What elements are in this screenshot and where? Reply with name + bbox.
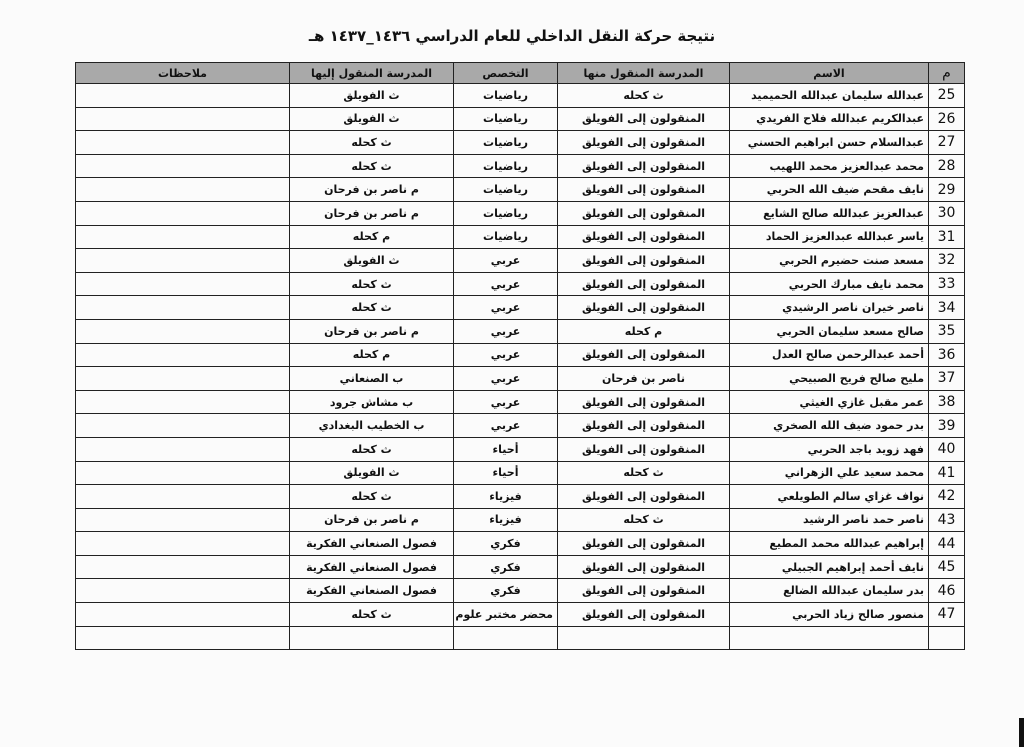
cell-name: منصور صالح زياد الحربي [730,603,929,627]
header-to-school: المدرسة المنقول إليها [290,63,454,84]
cell-name: ناصر حمد ناصر الرشيد [730,508,929,532]
table-row [76,225,965,249]
cell-from-school: المنقولون إلى الفويلق [558,437,730,461]
cell-specialty: عربي [454,249,558,273]
cell-from-school: المنقولون إلى الفويلق [558,485,730,509]
cell-notes [76,343,290,367]
table-row [76,272,965,296]
cell-name: محمد نايف مبارك الحربي [730,272,929,296]
cell-notes [76,84,290,108]
cell-specialty [454,626,558,650]
table-row [76,414,965,438]
cell-num: 29 [929,178,965,202]
cell-num: 40 [929,437,965,461]
cell-num: 44 [929,532,965,556]
cell-specialty: فيزياء [454,485,558,509]
cell-num: 26 [929,107,965,131]
cell-from-school: ناصر بن فرحان [558,367,730,391]
cell-from-school: ث كحله [558,84,730,108]
cell-to-school: م ناصر بن فرحان [290,201,454,225]
cell-from-school: المنقولون إلى الفويلق [558,343,730,367]
table-row [76,626,965,650]
cell-to-school: ث كحله [290,272,454,296]
cell-specialty: فيزياء [454,508,558,532]
cell-num: 42 [929,485,965,509]
cell-name: فهد زويد باجد الحربي [730,437,929,461]
cell-num: 46 [929,579,965,603]
cell-notes [76,154,290,178]
table-row [76,201,965,225]
cell-to-school: فصول الصنعاني الفكرية [290,532,454,556]
cell-to-school: ب مشاش جرود [290,390,454,414]
cell-from-school: المنقولون إلى الفويلق [558,414,730,438]
table-row [76,107,965,131]
cell-to-school: ث كحله [290,131,454,155]
table-row [76,555,965,579]
header-notes: ملاحظات [76,63,290,84]
cell-from-school: المنقولون إلى الفويلق [558,225,730,249]
cell-from-school: المنقولون إلى الفويلق [558,131,730,155]
cell-specialty: رياضيات [454,178,558,202]
cell-to-school: ث الفويلق [290,461,454,485]
cell-name: نواف غزاي سالم الطويلعي [730,485,929,509]
cell-notes [76,437,290,461]
cell-name: مسعد صنت حضيرم الحربي [730,249,929,273]
table-row [76,390,965,414]
cell-specialty: رياضيات [454,225,558,249]
table-row [76,461,965,485]
cell-to-school: م ناصر بن فرحان [290,319,454,343]
cell-num: 36 [929,343,965,367]
cell-specialty: عربي [454,343,558,367]
cell-name: بدر حمود ضيف الله الصخري [730,414,929,438]
cell-name: صالح مسعد سليمان الحربي [730,319,929,343]
cell-from-school: المنقولون إلى الفويلق [558,555,730,579]
cell-notes [76,555,290,579]
cell-num: 38 [929,390,965,414]
cell-from-school: المنقولون إلى الفويلق [558,154,730,178]
cell-num: 27 [929,131,965,155]
table-row [76,508,965,532]
cell-num: 43 [929,508,965,532]
cell-num: 33 [929,272,965,296]
table-row [76,131,965,155]
cell-notes [76,532,290,556]
cell-specialty: عربي [454,390,558,414]
header-specialty: التخصص [454,63,558,84]
cell-num: 28 [929,154,965,178]
cell-name: أحمد عبدالرحمن صالح العدل [730,343,929,367]
cell-from-school: المنقولون إلى الفويلق [558,603,730,627]
cell-notes [76,390,290,414]
cell-num [929,626,965,650]
cell-notes [76,201,290,225]
cell-notes [76,225,290,249]
cell-from-school: المنقولون إلى الفويلق [558,390,730,414]
cell-name: ياسر عبدالله عبدالعزيز الحماد [730,225,929,249]
cell-specialty: عربي [454,296,558,320]
cell-name: بدر سليمان عبدالله الضالع [730,579,929,603]
cell-to-school: ث كحله [290,485,454,509]
cell-from-school: المنقولون إلى الفويلق [558,178,730,202]
cell-name: مليح صالح فريح الصبيحي [730,367,929,391]
cell-from-school: المنقولون إلى الفويلق [558,272,730,296]
cell-notes [76,626,290,650]
cell-notes [76,178,290,202]
transfer-table [75,62,965,650]
table-row [76,154,965,178]
table-row [76,178,965,202]
cell-notes [76,603,290,627]
cell-specialty: رياضيات [454,84,558,108]
cell-notes [76,296,290,320]
cell-notes [76,508,290,532]
cell-notes [76,485,290,509]
cell-name: عبدالعزيز عبدالله صالح الشايع [730,201,929,225]
cell-specialty: عربي [454,319,558,343]
table-row [76,343,965,367]
cell-num: 41 [929,461,965,485]
cell-to-school: ث كحله [290,296,454,320]
cell-from-school: المنقولون إلى الفويلق [558,201,730,225]
cell-from-school: المنقولون إلى الفويلق [558,532,730,556]
cell-num: 47 [929,603,965,627]
cell-specialty: رياضيات [454,131,558,155]
table-row [76,437,965,461]
table-row [76,579,965,603]
cell-specialty: فكري [454,579,558,603]
cell-to-school: م ناصر بن فرحان [290,178,454,202]
cell-notes [76,414,290,438]
cell-to-school [290,626,454,650]
cell-specialty: عربي [454,414,558,438]
scan-edge-mark [1019,718,1024,747]
cell-name: عمر مقبل غازي الغيثي [730,390,929,414]
cell-from-school: المنقولون إلى الفويلق [558,249,730,273]
cell-specialty: فكري [454,555,558,579]
cell-to-school: ث الفويلق [290,107,454,131]
cell-to-school: م كحله [290,343,454,367]
cell-num: 34 [929,296,965,320]
cell-specialty: أحياء [454,437,558,461]
cell-to-school: ث الفويلق [290,84,454,108]
cell-from-school: المنقولون إلى الفويلق [558,579,730,603]
cell-name: نايف مقحم ضيف الله الحربي [730,178,929,202]
cell-num: 37 [929,367,965,391]
cell-name: إبراهيم عبدالله محمد المطيع [730,532,929,556]
table-header-row [76,63,965,84]
cell-from-school: ث كحله [558,508,730,532]
cell-to-school: ث الفويلق [290,249,454,273]
cell-num: 35 [929,319,965,343]
cell-name: عبدالكريم عبدالله فلاح الفريدي [730,107,929,131]
cell-num: 31 [929,225,965,249]
cell-notes [76,107,290,131]
cell-notes [76,319,290,343]
cell-specialty: رياضيات [454,154,558,178]
cell-specialty: محضر مختبر علوم [454,603,558,627]
cell-to-school: ث كحله [290,154,454,178]
cell-num: 30 [929,201,965,225]
table-row [76,485,965,509]
cell-num: 39 [929,414,965,438]
cell-specialty: أحياء [454,461,558,485]
table-row [76,367,965,391]
header-name: الاسم [730,63,929,84]
cell-num: 25 [929,84,965,108]
cell-notes [76,249,290,273]
cell-to-school: فصول الصنعاني الفكرية [290,579,454,603]
cell-specialty: عربي [454,367,558,391]
cell-notes [76,579,290,603]
cell-name: عبدالسلام حسن ابراهيم الحسني [730,131,929,155]
table-row [76,296,965,320]
cell-to-school: م ناصر بن فرحان [290,508,454,532]
cell-name: نايف أحمد إبراهيم الجبيلي [730,555,929,579]
cell-specialty: رياضيات [454,107,558,131]
cell-from-school: م كحله [558,319,730,343]
header-from-school: المدرسة المنقول منها [558,63,730,84]
cell-to-school: ب الخطيب البغدادي [290,414,454,438]
table-row [76,249,965,273]
cell-notes [76,131,290,155]
cell-num: 45 [929,555,965,579]
table-row [76,84,965,108]
cell-from-school [558,626,730,650]
header-num: م [929,63,965,84]
cell-notes [76,461,290,485]
cell-specialty: عربي [454,272,558,296]
cell-notes [76,272,290,296]
table-row [76,532,965,556]
cell-notes [76,367,290,391]
cell-to-school: ب الصنعاني [290,367,454,391]
cell-name: عبدالله سليمان عبدالله الحميميد [730,84,929,108]
cell-name: محمد سعيد علي الزهراني [730,461,929,485]
cell-to-school: ث كحله [290,437,454,461]
table-row [76,603,965,627]
cell-specialty: رياضيات [454,201,558,225]
cell-from-school: المنقولون إلى الفويلق [558,296,730,320]
cell-to-school: فصول الصنعاني الفكرية [290,555,454,579]
cell-from-school: المنقولون إلى الفويلق [558,107,730,131]
cell-name: ناصر خيران ناصر الرشيدي [730,296,929,320]
cell-to-school: م كحله [290,225,454,249]
cell-name: محمد عبدالعزيز محمد اللهيب [730,154,929,178]
table-row [76,319,965,343]
cell-specialty: فكري [454,532,558,556]
cell-to-school: ث كحله [290,603,454,627]
cell-name [730,626,929,650]
cell-num: 32 [929,249,965,273]
page-title: نتيجة حركة النقل الداخلي للعام الدراسي ١٤٣٦_١٤٣٧ هـ [308,27,716,45]
cell-from-school: ث كحله [558,461,730,485]
